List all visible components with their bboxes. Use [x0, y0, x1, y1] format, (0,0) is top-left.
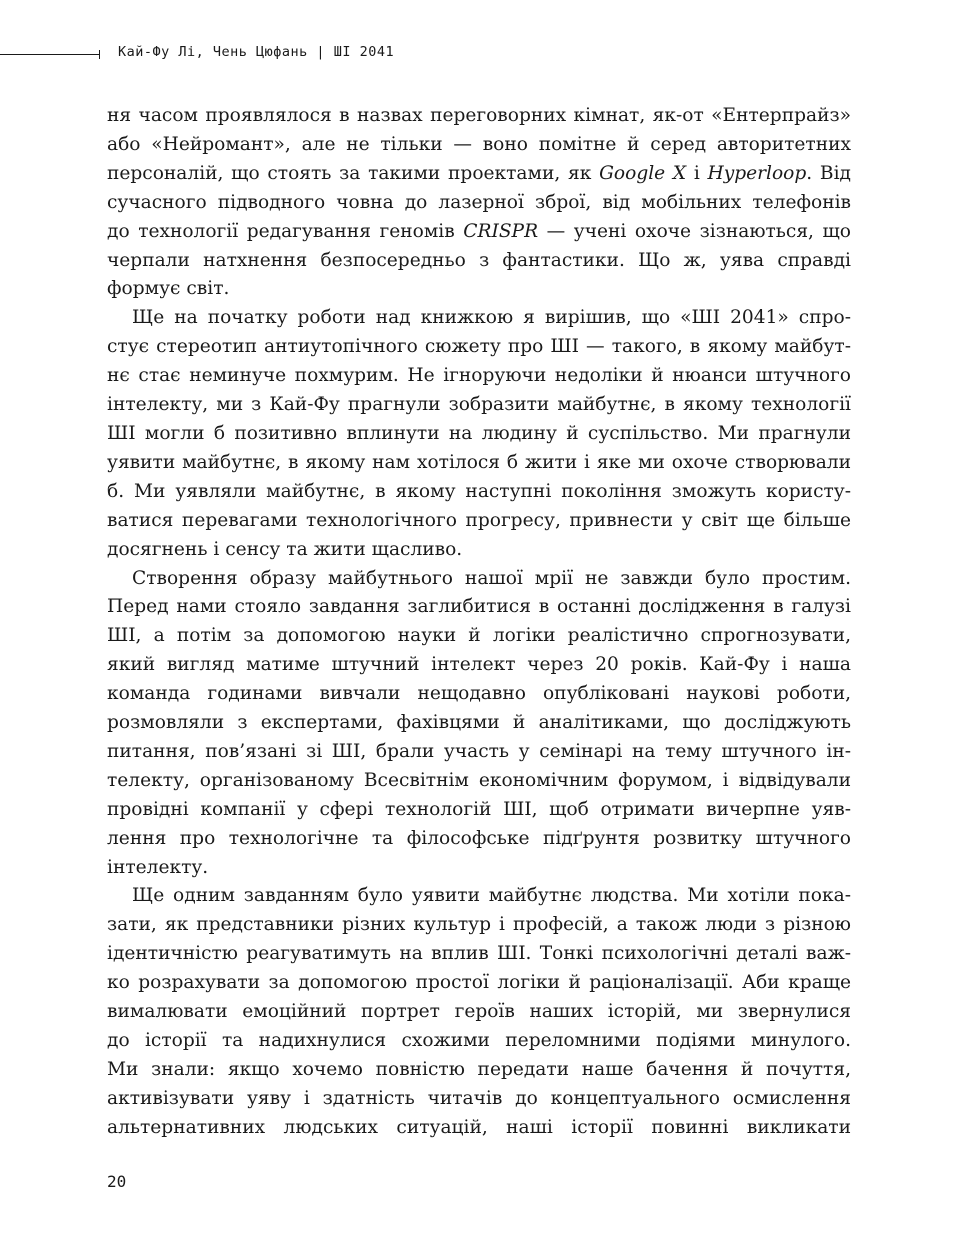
text-segment: Створення образу майбутнього нашої мрії не завжди було простим.	[132, 567, 851, 589]
text-line	[107, 218, 851, 247]
text-line	[107, 767, 851, 796]
text-segment: команда годинами вивчали нещодавно опубліковані наукові роботи,	[107, 683, 851, 705]
text-segment: нє стає неминуче похмурим. Не ігноруючи недоліки й нюанси штучного	[107, 365, 851, 387]
text-segment: Ще одним завданням було уявити майбутнє людства. Ми хотіли пока-	[132, 885, 851, 907]
text-line	[107, 247, 851, 276]
text-segment: активізувати уяву і здатність читачів до концептуального осмислення	[107, 1087, 851, 1109]
text-segment: зати, як представники різних культур і професій, а також люди з різною	[107, 914, 851, 936]
text-segment: досягнень і сенсу та жити щасливо.	[107, 538, 463, 560]
text-segment: уявити майбутнє, в якому нам хотілося б жити і яке ми охоче створювали	[107, 451, 851, 473]
italic-term: CRISPR	[463, 220, 539, 242]
text-segment: Перед нами стояло завдання заглибитися в останні дослідження в галузі	[107, 596, 851, 618]
text-line	[107, 854, 851, 883]
text-segment: питання, пов’язані зі ШІ, брали участь у семінарі на тему штучного ін-	[107, 740, 851, 762]
text-line	[107, 536, 851, 565]
text-segment: . Від	[806, 162, 851, 184]
text-line	[107, 333, 851, 362]
text-line	[107, 680, 851, 709]
text-segment: ШІ могли б позитивно вплинути на людину й суспільство. Ми прагнули	[107, 422, 851, 444]
text-segment: альтернативних людських ситуацій, наші історії повинні викликати	[107, 1116, 851, 1138]
text-segment: ШІ, а потім за допомогою науки й логіки реалістично спрогнозувати,	[107, 625, 851, 647]
header-rule	[0, 54, 100, 55]
text-line	[107, 362, 851, 391]
text-segment: Ще на початку роботи над книжкою я вирішив, що «ШІ 2041» спро-	[132, 307, 851, 329]
text-line	[107, 998, 851, 1027]
text-line	[107, 420, 851, 449]
text-segment: розмовляли з експертами, фахівцями й аналітиками, що досліджують	[107, 712, 851, 734]
text-segment: який вигляд матиме штучний інтелект через 20 років. Кай-Фу і наша	[107, 654, 851, 676]
text-line	[107, 449, 851, 478]
text-line	[107, 593, 851, 622]
text-line	[107, 1056, 851, 1085]
body-text	[107, 102, 851, 1143]
text-segment: стує стереотип антиутопічного сюжету про ШІ — такого, в якому майбут-	[107, 336, 851, 358]
text-line	[107, 304, 851, 333]
text-line	[107, 622, 851, 651]
text-segment: ко розрахувати за допомогою простої логіки й раціоналізації. Аби краще	[107, 972, 851, 994]
text-segment: до історії та надихнулися схожими переломними подіями минулого.	[107, 1030, 851, 1051]
text-line	[107, 189, 851, 218]
page-number: 20	[107, 1172, 127, 1191]
text-line	[107, 882, 851, 911]
header-rule-tick	[99, 50, 100, 59]
text-line	[107, 825, 851, 854]
text-segment: сучасного підводного човна до лазерної зброї, від мобільних телефонів	[107, 191, 851, 213]
text-segment: черпали натхнення безпосередньо з фантастики. Що ж, уява справді	[107, 249, 851, 271]
text-line	[107, 911, 851, 940]
text-line	[107, 940, 851, 969]
text-line	[107, 507, 851, 536]
text-line	[107, 709, 851, 738]
running-head: Кай-Фу Лі, Чень Цюфань | ШІ 2041	[118, 44, 395, 60]
text-line	[107, 275, 851, 304]
text-segment: ідентичністю реагуватимуть на вплив ШІ. Тонкі психологічні деталі важ-	[107, 943, 851, 965]
text-line	[107, 1114, 851, 1143]
text-line	[107, 391, 851, 420]
italic-term: Hyperloop	[707, 162, 807, 184]
text-segment: персоналій, що стоять за такими проектами, як	[107, 162, 600, 184]
text-line	[107, 160, 851, 189]
text-segment: Ми знали: якщо хочемо повністю передати наше бачення й почуття,	[107, 1058, 851, 1080]
text-line	[107, 102, 851, 131]
text-segment: або «Нейромант», але не тільки — воно помітне й серед авторитетних	[107, 133, 851, 155]
italic-term: Google X	[599, 162, 687, 184]
text-line	[107, 1027, 851, 1056]
text-segment: лення про технологічне та філософське підґрунтя розвитку штучного	[107, 827, 851, 849]
text-segment: б. Ми уявляли майбутнє, в якому наступні покоління зможуть користу-	[107, 480, 851, 502]
text-line	[107, 796, 851, 825]
text-line	[107, 565, 851, 594]
text-segment: ватися перевагами технологічного прогресу, привнести у світ ще більше	[107, 509, 851, 531]
text-segment: і	[686, 162, 708, 184]
text-line	[107, 478, 851, 507]
text-segment: формує світ.	[107, 278, 230, 300]
text-line	[107, 969, 851, 998]
text-segment: інтелекту, ми з Кай-Фу прагнули зобразити майбутнє, в якому технології	[107, 394, 851, 416]
text-segment: вималювати емоційний портрет героїв наших історій, ми звернулися	[107, 1001, 851, 1023]
text-segment: — учені охоче зізнаються, що	[538, 220, 851, 242]
text-line	[107, 738, 851, 767]
text-line	[107, 1085, 851, 1114]
text-line	[107, 131, 851, 160]
text-segment: телекту, організованому Всесвітнім економічним форумом, і відвідували	[107, 769, 851, 791]
text-segment: ня часом проявлялося в назвах переговорних кімнат, як-от «Ентерпрайз»	[107, 105, 851, 126]
text-segment: інтелекту.	[107, 856, 209, 878]
text-segment: провідні компанії у сфері технологій ШІ, щоб отримати вичерпне уяв-	[107, 798, 851, 820]
text-line	[107, 651, 851, 680]
text-segment: до технології редагування геномів	[107, 220, 464, 242]
